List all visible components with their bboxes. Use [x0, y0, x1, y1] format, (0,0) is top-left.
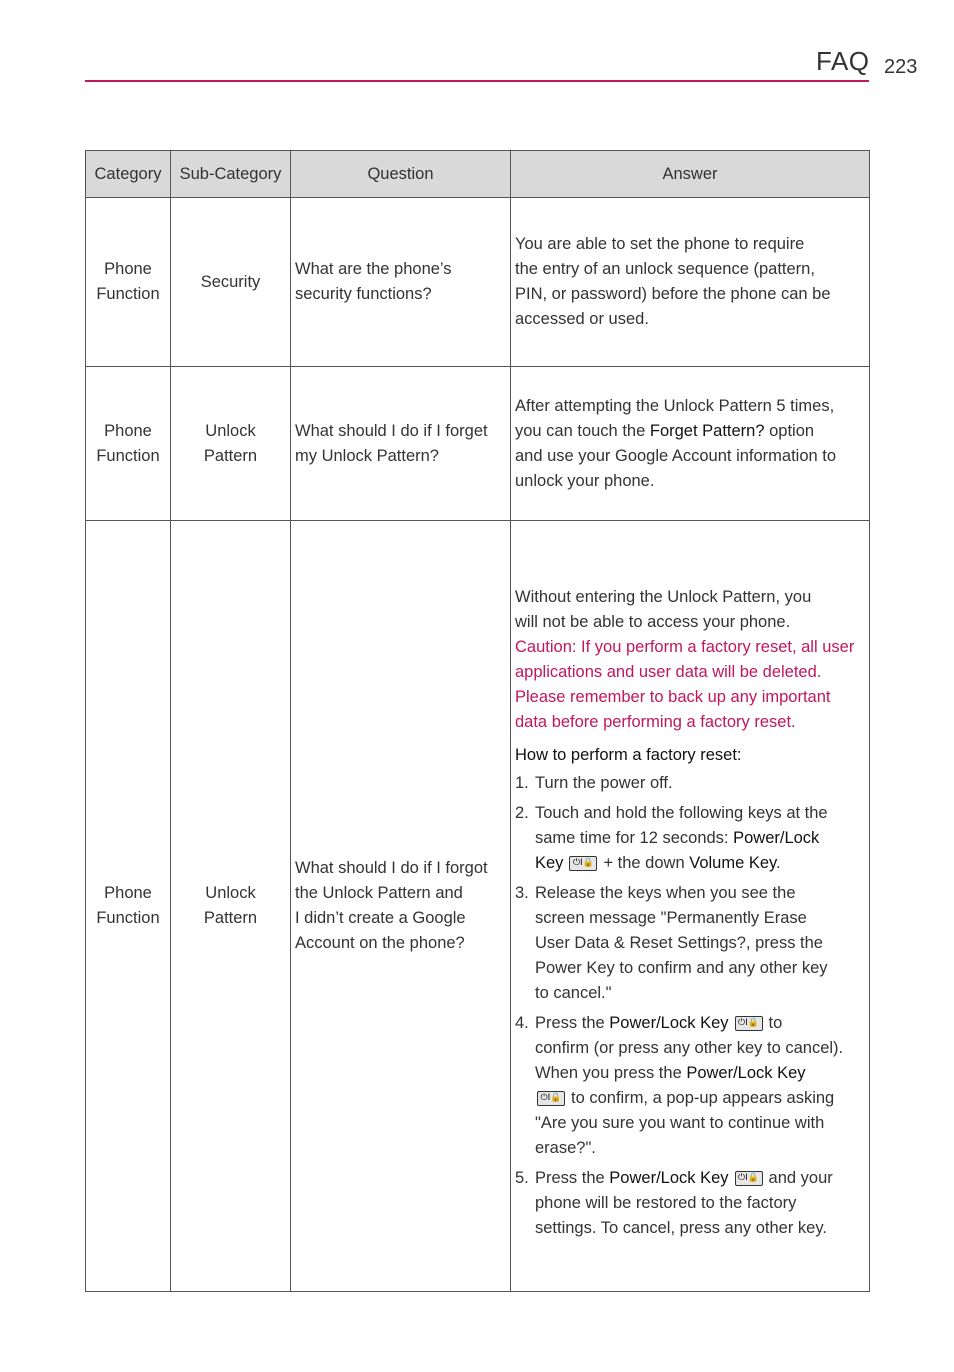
list-item: 1. Turn the power off. — [515, 773, 673, 792]
category-cell: Phone Function — [86, 521, 171, 1292]
list-item: 2. Touch and hold the following keys at the same time for 12 seconds: Power/Lock Key ⏻I🔒 + the down Volume Key. — [515, 803, 828, 872]
question-cell: What should I do if I forgot the Unlock Pattern and I didn’t create a Google Account on the phone? — [291, 521, 511, 1292]
category-cell: Phone Function — [86, 198, 171, 367]
header-divider — [85, 80, 869, 82]
forget-pattern-option-label: Forget Pattern? — [649, 421, 765, 440]
section-title: FAQ — [816, 46, 870, 76]
table-row — [86, 367, 870, 521]
table-row — [86, 198, 870, 367]
question-cell: What are the phone’s security functions? — [291, 198, 511, 367]
power-lock-key-icon: ⏻I🔒 — [537, 1091, 565, 1106]
subcategory-cell: Security — [171, 198, 291, 367]
column-header-subcategory: Sub-Category — [171, 151, 291, 198]
list-item: 5. Press the Power/Lock Key ⏻I🔒 and your phone will be restored to the factory settings. To cancel, press any other key. — [515, 1168, 833, 1237]
howto-heading: How to perform a factory reset: — [515, 745, 742, 764]
answer-cell: You are able to set the phone to require the entry of an unlock sequence (pattern, PIN, or password) before the phone can be accessed or used. — [511, 198, 870, 367]
table-row — [86, 521, 870, 1292]
list-item: 4. Press the Power/Lock Key ⏻I🔒 to confirm (or press any other key to cancel). When you press the Power/Lock Key ⏻I🔒 to confirm, a pop-up appears asking "Are you sure you want to continue with erase?". — [515, 1013, 844, 1157]
power-lock-key-icon: ⏻I🔒 — [735, 1016, 763, 1031]
reset-steps-list — [515, 771, 865, 1241]
answer-cell: After attempting the Unlock Pattern 5 times, you can touch the Forget Pattern? option and use your Google Account information to unlock your phone. — [511, 367, 870, 521]
faq-table — [85, 150, 870, 1292]
power-lock-key-icon: ⏻I🔒 — [735, 1171, 763, 1186]
caution-note: Caution: If you perform a factory reset, all user applications and user data will be deleted. Please remember to back up any important data before performing a factory reset. — [515, 637, 855, 731]
list-item: 3. Release the keys when you see the screen message "Permanently Erase User Data & Reset Settings?, press the Power Key to confirm and any other key to cancel." — [515, 883, 828, 1002]
power-lock-key-icon: ⏻I🔒 — [569, 856, 597, 871]
category-cell: Phone Function — [86, 367, 171, 521]
page-number: 223 — [884, 56, 918, 78]
table-header-row — [86, 151, 870, 198]
column-header-question: Question — [291, 151, 511, 198]
question-cell: What should I do if I forget my Unlock Pattern? — [291, 367, 511, 521]
column-header-category: Category — [86, 151, 171, 198]
column-header-answer: Answer — [511, 151, 870, 198]
subcategory-cell: Unlock Pattern — [171, 367, 291, 521]
subcategory-cell: Unlock Pattern — [171, 521, 291, 1292]
answer-cell: Without entering the Unlock Pattern, you will not be able to access your phone. Caution: If you perform a factory reset, all user applications and user data will be deleted. Please remember to back up any important data before performing a factory reset. How to perform a factory reset: 1. Turn the power off. 2. Touch and hold the following keys at the same time for 12 seconds: Power/Lock Key ⏻I🔒 + the down Volume Key. 3. Release the keys when you see the screen message "Permanently Erase User Data & Reset Settings?, press the Power Key to confirm and any other key to cancel." 4. Press the Power/Lock Key ⏻I🔒 to confirm (or press any other key to cancel). When you press the Power/Lock Key ⏻I🔒 to confirm, a pop-up appears asking "Are you sure you want to continue with erase?". 5. Press the Power/Lock Key ⏻I🔒 and your phone will be restored to the factory settings. To cancel, press any other key. — [511, 521, 870, 1292]
